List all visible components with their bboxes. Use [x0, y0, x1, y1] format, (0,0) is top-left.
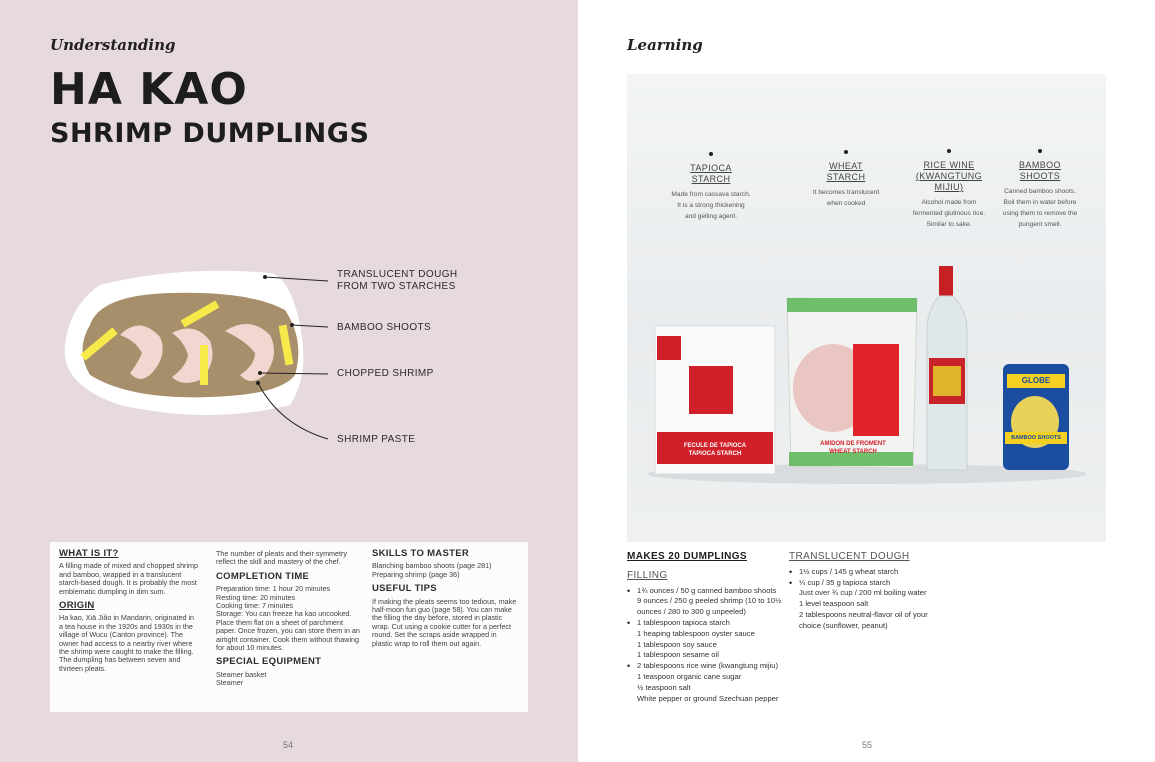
page-number-left: 54	[283, 740, 294, 750]
completion-heading: COMPLETION TIME	[216, 570, 310, 582]
recipe-item: • 1 tablespoon tapioca starch	[627, 618, 789, 629]
ingredient-tapioca-desc: Made from cassava starch. It is a strong thickening and gelling agent.	[671, 191, 751, 220]
recipe-item: Just over ¾ cup / 200 ml boiling water	[799, 588, 927, 598]
products-illustration	[627, 74, 1106, 542]
tapioca-package-line1: FECULE DE TAPIOCA	[683, 443, 747, 449]
recipe-item: 1 level teaspoon salt	[799, 599, 869, 609]
ingredient-wheat-name: WHEAT STARCH	[826, 161, 866, 182]
ingredient-bamboo-desc: Canned bamboo shoots. Boil them in water before using them to remove the pungent smell.	[1002, 188, 1078, 228]
equipment-text: Steamer basket Steamer	[216, 669, 267, 688]
label-chopped-shrimp: CHOPPED SHRIMP	[337, 368, 434, 379]
filling-heading: FILLING	[627, 569, 668, 581]
recipe-item: White pepper or ground Szechuan pepper	[637, 693, 779, 703]
wheat-package-text	[793, 440, 913, 456]
recipe-item: 1 tablespoon soy sauce	[637, 639, 717, 649]
what-text: A filling made of mixed and chopped shrimp and bamboo, wrapped in a translucent starch-based dough. It is probably the most emblematic dumpling in dim sum.	[59, 561, 199, 596]
page-subtitle: SHRIMP DUMPLINGS	[50, 118, 370, 149]
recipe-item: 2 tablespoons neutral-flavor oil of your choice (sunflower, peanut)	[799, 609, 928, 630]
tapioca-package-line2: TAPIOCA STARCH	[688, 451, 742, 457]
dumpling-diagram	[60, 255, 540, 455]
recipe-item: 1 heaping tablespoon oyster sauce	[637, 628, 755, 638]
recipe-item: 9 ounces / 250 g peeled shrimp (10 to 10½ ounces / 280 to 300 g unpeeled)	[637, 596, 782, 617]
origin-text: Ha kao, Xiā Jiǎo in Mandarin, originated in a tea house in the 1920s and 1930s in the village of Wucu (Canton province). The owner had access to a nearby river where the shrimp were caught to make the filling. The dumpling has between seven and thirteen pleats.	[59, 613, 195, 673]
ingredient-wheat-desc: It becomes translucent when cooked	[812, 189, 880, 207]
wheat-package-line2: WHEAT STARCH	[829, 449, 877, 455]
right-page	[578, 0, 1155, 762]
tips-text: If making the pleats seems too tedious, make half-moon fun guo (page 58). You can make the filling the day before, stored in plastic wrap. Cut using a cookie cutter for a perfect round. Set the scraps aside wrapped in plastic wrap to roll them out again.	[372, 596, 517, 648]
page-title: HA KAO	[50, 64, 248, 115]
label-bamboo-shoots: BAMBOO SHOOTS	[337, 322, 432, 333]
makes-heading: MAKES 20 DUMPLINGS	[627, 551, 747, 562]
filling-list	[627, 586, 789, 705]
what-heading: WHAT IS IT?	[59, 548, 119, 559]
page-number-right: 55	[862, 740, 873, 750]
info-column-1	[59, 550, 199, 679]
ingredient-tapioca-name: TAPIOCA STARCH	[690, 163, 732, 184]
dumpling-illustration	[60, 255, 540, 455]
label-translucent-dough: TRANSLUCENT DOUGH FROM TWO STARCHES	[337, 269, 458, 292]
ingredient-rice-wine-desc: Alcohol made from fermented glutinous rice. Similar to sake.	[912, 199, 986, 228]
skills-text: Blanching bamboo shoots (page 281) Preparing shrimp (page 36)	[372, 561, 492, 579]
recipe-item: • ¼ cup / 35 g tapioca starch	[789, 578, 949, 589]
dough-list	[789, 567, 949, 632]
tips-heading: USEFUL TIPS	[372, 583, 437, 595]
recipe-item: 1 tablespoon sesame oil	[637, 650, 719, 660]
recipe-dough-column	[789, 552, 949, 632]
info-column-3	[372, 550, 517, 654]
recipe-item: • 2 tablespoons rice wine (kwangtung mijiu)	[627, 661, 789, 672]
recipe-item: ½ teaspoon salt	[637, 682, 691, 692]
can-label: BAMBOO SHOOTS	[1011, 435, 1061, 441]
ingredient-bamboo-name: BAMBOO SHOOTS	[1019, 160, 1061, 181]
info-box	[50, 542, 528, 712]
dough-heading: TRANSLUCENT DOUGH	[789, 551, 910, 562]
recipe-filling-column	[627, 552, 789, 704]
section-kicker-learning: Learning	[627, 36, 703, 54]
recipe-item: • 1½ cups / 145 g wheat starch	[789, 567, 949, 578]
recipe-item: 1 teaspoon organic cane sugar	[637, 671, 742, 681]
ingredients-photo	[627, 74, 1106, 542]
recipe-item: • 1¾ ounces / 50 g canned bamboo shoots	[627, 586, 789, 597]
skills-heading: SKILLS TO MASTER	[372, 548, 469, 559]
equipment-heading: SPECIAL EQUIPMENT	[216, 656, 322, 668]
label-shrimp-paste: SHRIMP PASTE	[337, 434, 416, 445]
section-kicker-understanding: Understanding	[50, 36, 176, 54]
completion-text: Preparation time: 1 hour 20 minutes Resting time: 20 minutes Cooking time: 7 minutes Storage: You can freeze ha kao uncooked. Place them flat on a sheet of parchment paper. Once frozen, you can store them in an airtight container. Cook them without thawing for about 10 minutes.	[216, 584, 360, 653]
origin-heading: ORIGIN	[59, 600, 95, 612]
wheat-package-line1: AMIDON DE FROMENT	[820, 441, 886, 447]
can-brand: GLOBE	[1021, 376, 1051, 385]
ingredient-rice-wine-name: RICE WINE (KWANGTUNG MIJIU)	[915, 160, 983, 192]
pleats-text: The number of pleats and their symmetry reflect the skill and mastery of the chef.	[216, 549, 348, 567]
info-column-2	[216, 550, 361, 694]
tapioca-package-text	[661, 442, 769, 458]
